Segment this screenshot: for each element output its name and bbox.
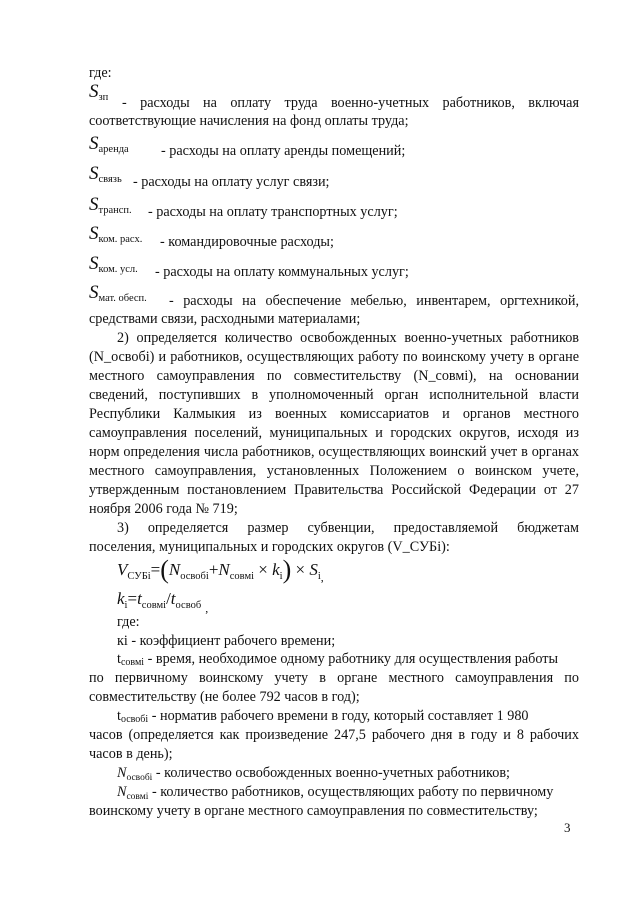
def-s-mat: - расходы на обеспечение мебелью, инвентарем, оргтехникой,: [169, 293, 579, 309]
formula-v-sub: $V_{СУБi}=(N_{освобi}+N_{совмi} \times k_i) \times S_{i,}$: [117, 555, 324, 584]
symbol-s-svyaz: Sсвязь: [89, 163, 122, 185]
t-osvob-line-1: tосвобi - норматив рабочего времени в году, который составляет 1 980: [117, 708, 529, 725]
symbol-s-transp: Sтрансп.: [89, 194, 132, 216]
def-s-kom-rash: - командировочные расходы;: [160, 234, 334, 250]
def-s-mat-cont: средствами связи, расходными материалами;: [89, 311, 361, 327]
formula-k: $k_i=t_{совмi}/t_{освоб}$ $_,$: [117, 589, 209, 615]
where-label-1: где:: [89, 65, 112, 81]
where-label-2: где:: [117, 614, 140, 630]
p2-line-8: местного самоуправления, установленных Положением о воинском учете,: [89, 463, 579, 479]
def-s-arenda: - расходы на оплату аренды помещений;: [161, 143, 406, 159]
symbol-s-arenda: Sаренда: [89, 133, 129, 155]
def-s-svyaz: - расходы на оплату услуг связи;: [133, 174, 330, 190]
def-s-zp: - расходы на оплату труда военно-учетных работников, включая: [122, 95, 579, 111]
n-sovm-line-1: $N_{совмi}$ - количество работников, осуществляющих работу по первичному: [117, 784, 554, 802]
t-sovm-line-1: tсовмi - время, необходимое одному работнику для осуществления работы: [117, 651, 559, 668]
symbol-s-mat: Sмат. обесп.: [89, 282, 147, 304]
p2-line-6: самоуправления поселений, муниципальных и городских округов, исходя из: [89, 425, 579, 441]
symbol-s-kom-usl: Sком. усл.: [89, 253, 138, 275]
p2-line-5: Республики Калмыкия из военных комиссариатов и органов местного: [89, 406, 579, 422]
p2-line-1: 2) определяется количество освобожденных военно-учетных работников: [117, 330, 579, 346]
t-sovm-line-3: совместительству (не более 792 часов в год);: [89, 689, 360, 705]
p3-line-1: 3) определяется размер субвенции, предоставляемой бюджетам: [117, 520, 579, 536]
def-s-zp-cont: соответствующие начисления на фонд оплаты труда;: [89, 113, 409, 129]
p3-line-2: поселения, муниципальных и городских округов (V_СУБi):: [89, 539, 450, 555]
n-sovm-line-2: воинскому учету в органе местного самоуправления по совместительству;: [89, 803, 538, 819]
symbol-s-kom-rash: Sком. расх.: [89, 223, 143, 245]
symbol-s-zp: Sзп: [89, 81, 109, 103]
t-osvob-line-2: часов (определяется как произведение 247,5 рабочего дня в году и 8 рабочих: [89, 727, 579, 743]
p2-line-7: норм определения числа работников, осуществляющих воинский учет в органах: [89, 444, 579, 460]
t-sovm-line-2: по первичному воинскому учету в органе местного самоуправления по: [89, 670, 579, 686]
page-number: 3: [564, 820, 571, 835]
def-s-kom-usl: - расходы на оплату коммунальных услуг;: [155, 264, 409, 280]
p2-line-2: (N_освобi) и работников, осуществляющих работу по воинскому учету в органе: [89, 349, 579, 365]
p2-line-10: ноября 2006 года № 719;: [89, 501, 238, 517]
def-s-transp: - расходы на оплату транспортных услуг;: [148, 204, 398, 220]
p2-line-3: местного самоуправления по совместительству (N_совмi), на основании: [89, 368, 579, 384]
n-osvob-definition: $N_{освобi}$ - количество освобожденных военно-учетных работников;: [117, 765, 510, 783]
ki-definition: кi - коэффициент рабочего времени;: [117, 633, 336, 649]
p2-line-4: сведений, поступивших в уполномоченный орган исполнительной власти: [89, 387, 579, 403]
t-osvob-line-3: часов в день);: [89, 746, 173, 762]
p2-line-9: утвержденным постановлением Правительства Российской Федерации от 27: [89, 482, 579, 498]
